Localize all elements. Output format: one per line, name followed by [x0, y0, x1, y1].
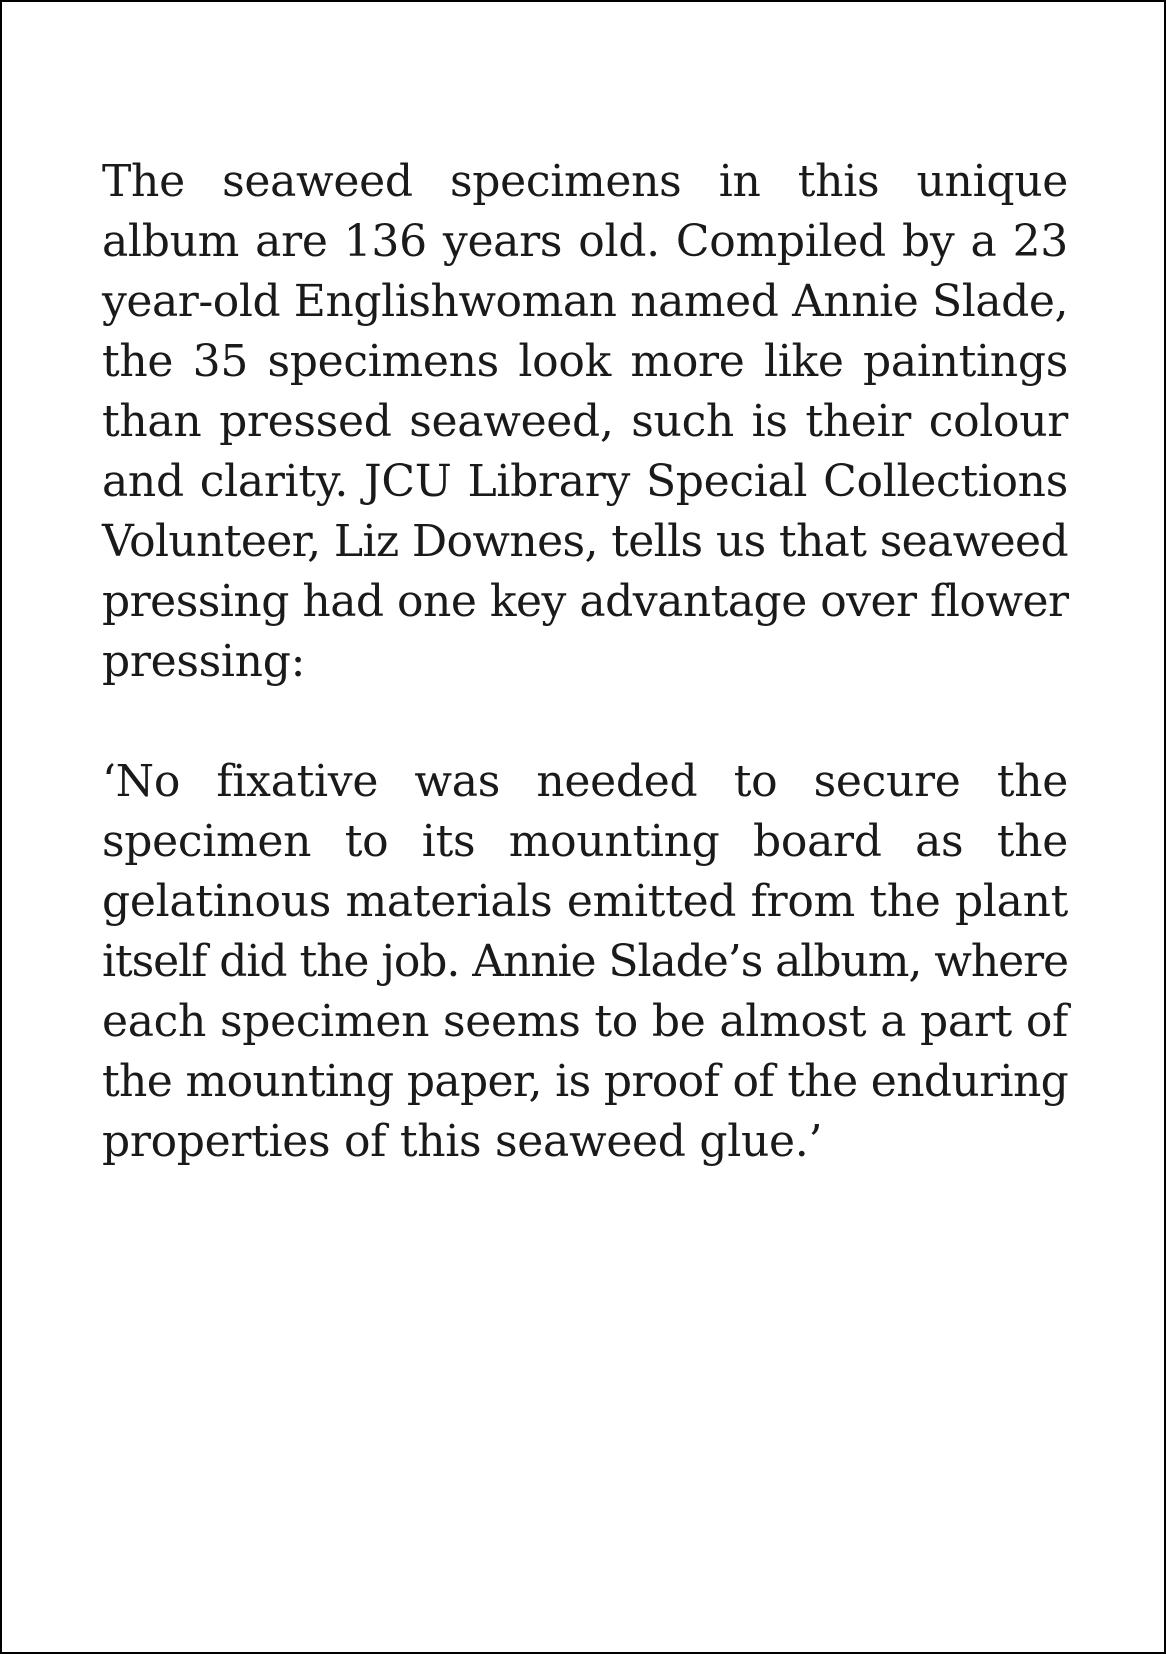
paragraph-quote: [102, 752, 1068, 1172]
text-line: specimen to its mounting board as the: [102, 816, 1068, 867]
text-line: pressing:: [102, 636, 306, 687]
text-line: the mounting paper, is proof of the enduring: [102, 1056, 1069, 1107]
text-line: gelatinous materials emitted from the plant: [102, 876, 1068, 927]
text-line: than pressed seaweed, such is their colour: [102, 396, 1068, 447]
paragraph-intro: [102, 152, 1068, 692]
body-text: [102, 152, 1068, 1172]
text-line: each specimen seems to be almost a part of: [102, 996, 1068, 1047]
text-line: ‘No fixative was needed to secure the: [102, 756, 1068, 807]
text-line: year-old Englishwoman named Annie Slade,: [102, 276, 1068, 327]
text-line: and clarity. JCU Library Special Collections: [102, 456, 1068, 507]
text-line: pressing had one key advantage over flower: [102, 576, 1069, 627]
text-line: itself did the job. Annie Slade’s album, where: [102, 936, 1069, 987]
text-line: the 35 specimens look more like paintings: [102, 336, 1068, 387]
text-line: The seaweed specimens in this unique: [102, 156, 1068, 207]
text-line: properties of this seaweed glue.’: [102, 1116, 823, 1167]
text-line: album are 136 years old. Compiled by a 23: [102, 216, 1068, 267]
paragraph-spacer: [102, 692, 1068, 752]
text-line: Volunteer, Liz Downes, tells us that seaweed: [102, 516, 1068, 567]
